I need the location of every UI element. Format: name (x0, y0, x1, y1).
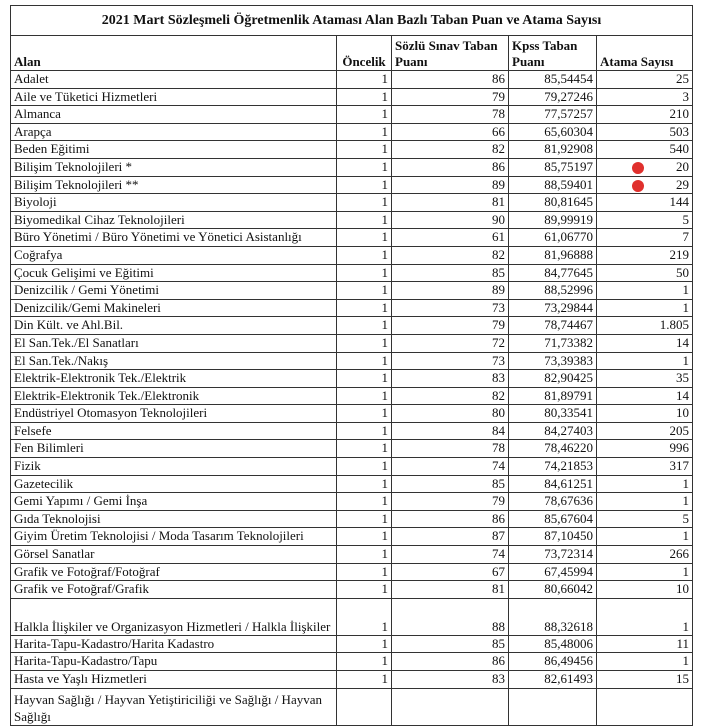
alan-cell: El San.Tek./El Sanatları (11, 334, 337, 352)
sozlu-cell: 84 (392, 422, 509, 440)
atama-cell: 5 (597, 211, 693, 229)
alan-cell: Aile ve Tüketici Hizmetleri (11, 88, 337, 106)
sozlu-cell: 85 (392, 264, 509, 282)
oncelik-cell: 1 (337, 352, 392, 370)
atama-cell: 996 (597, 440, 693, 458)
table-row (11, 264, 693, 282)
table-row (11, 635, 693, 653)
kpss-cell: 84,77645 (509, 264, 597, 282)
sozlu-cell: 66 (392, 123, 509, 141)
kpss-cell: 78,67636 (509, 493, 597, 511)
table-row (11, 246, 693, 264)
sozlu-cell: 78 (392, 106, 509, 124)
alan-cell: Giyim Üretim Teknolojisi / Moda Tasarım Teknolojileri (11, 528, 337, 546)
kpss-cell: 84,61251 (509, 475, 597, 493)
table-row (11, 229, 693, 247)
atama-cell: 10 (597, 405, 693, 423)
atama-cell: 15 (597, 671, 693, 689)
oncelik-cell: 1 (337, 581, 392, 599)
header-atama: Atama Sayısı (597, 36, 693, 71)
table-row (11, 458, 693, 476)
kpss-cell: 80,33541 (509, 405, 597, 423)
kpss-cell: 65,60304 (509, 123, 597, 141)
atama-cell: 503 (597, 123, 693, 141)
table-row (11, 510, 693, 528)
sozlu-cell: 85 (392, 475, 509, 493)
oncelik-cell: 1 (337, 422, 392, 440)
oncelik-cell: 1 (337, 158, 392, 176)
atama-cell: 219 (597, 246, 693, 264)
kpss-cell: 87,10450 (509, 528, 597, 546)
table-row (11, 528, 693, 546)
table-row (11, 299, 693, 317)
atama-cell: 10 (597, 581, 693, 599)
sozlu-cell: 73 (392, 299, 509, 317)
oncelik-cell: 1 (337, 88, 392, 106)
oncelik-cell: 1 (337, 317, 392, 335)
sozlu-cell: 72 (392, 334, 509, 352)
kpss-cell: 79,27246 (509, 88, 597, 106)
kpss-cell: 61,06770 (509, 229, 597, 247)
oncelik-cell: 1 (337, 141, 392, 159)
oncelik-cell: 1 (337, 176, 392, 194)
assignment-table (10, 5, 693, 726)
table-row (11, 282, 693, 300)
kpss-cell: 86,49456 (509, 653, 597, 671)
table-row (11, 475, 693, 493)
kpss-cell (509, 688, 597, 725)
spreadsheet (10, 5, 692, 726)
alan-cell: Biyomedikal Cihaz Teknolojileri (11, 211, 337, 229)
alan-cell: Beden Eğitimi (11, 141, 337, 159)
oncelik-cell: 1 (337, 282, 392, 300)
alan-cell: Hayvan Sağlığı / Hayvan Yetiştiriciliği ve Sağlığı / Hayvan Sağlığı (11, 688, 337, 725)
alan-cell: Elektrik-Elektronik Tek./Elektronik (11, 387, 337, 405)
sozlu-cell: 74 (392, 458, 509, 476)
alan-cell: Grafik ve Fotoğraf/Grafik (11, 581, 337, 599)
table-row (11, 387, 693, 405)
oncelik-cell: 1 (337, 510, 392, 528)
sozlu-cell: 80 (392, 405, 509, 423)
table-row (11, 352, 693, 370)
table-row (11, 598, 693, 635)
table-row (11, 688, 693, 725)
alan-cell: Büro Yönetimi / Büro Yönetimi ve Yönetici Asistanlığı (11, 229, 337, 247)
oncelik-cell: 1 (337, 458, 392, 476)
atama-cell: 25 (597, 71, 693, 89)
sozlu-cell: 86 (392, 653, 509, 671)
kpss-cell: 80,81645 (509, 194, 597, 212)
alan-cell: Bilişim Teknolojileri * (11, 158, 337, 176)
atama-cell: 1 (597, 528, 693, 546)
alan-cell: Elektrik-Elektronik Tek./Elektrik (11, 370, 337, 388)
alan-cell: Halkla İlişkiler ve Organizasyon Hizmetleri / Halkla İlişkiler (11, 598, 337, 635)
table-row (11, 211, 693, 229)
sozlu-cell: 82 (392, 141, 509, 159)
kpss-cell: 73,72314 (509, 546, 597, 564)
oncelik-cell: 1 (337, 387, 392, 405)
atama-cell: 20 (597, 158, 693, 176)
kpss-cell: 73,39383 (509, 352, 597, 370)
table-row (11, 370, 693, 388)
kpss-cell: 80,66042 (509, 581, 597, 599)
table-row (11, 581, 693, 599)
kpss-cell: 73,29844 (509, 299, 597, 317)
atama-cell: 11 (597, 635, 693, 653)
sozlu-cell: 73 (392, 352, 509, 370)
alan-cell: Endüstriyel Otomasyon Teknolojileri (11, 405, 337, 423)
kpss-cell: 78,74467 (509, 317, 597, 335)
oncelik-cell: 1 (337, 563, 392, 581)
oncelik-cell: 1 (337, 405, 392, 423)
alan-cell: Almanca (11, 106, 337, 124)
atama-cell: 3 (597, 88, 693, 106)
alan-cell: Biyoloji (11, 194, 337, 212)
atama-cell: 50 (597, 264, 693, 282)
sozlu-cell: 78 (392, 440, 509, 458)
alan-cell: Harita-Tapu-Kadastro/Harita Kadastro (11, 635, 337, 653)
oncelik-cell (337, 688, 392, 725)
kpss-cell: 85,67604 (509, 510, 597, 528)
kpss-cell: 81,92908 (509, 141, 597, 159)
oncelik-cell: 1 (337, 493, 392, 511)
kpss-cell: 74,21853 (509, 458, 597, 476)
atama-cell: 210 (597, 106, 693, 124)
oncelik-cell: 1 (337, 334, 392, 352)
table-row (11, 422, 693, 440)
alan-cell: Grafik ve Fotoğraf/Fotoğraf (11, 563, 337, 581)
alan-cell: Fizik (11, 458, 337, 476)
kpss-cell: 77,57257 (509, 106, 597, 124)
sozlu-cell: 79 (392, 493, 509, 511)
alan-cell: Felsefe (11, 422, 337, 440)
sozlu-cell: 82 (392, 246, 509, 264)
alan-cell: Bilişim Teknolojileri ** (11, 176, 337, 194)
oncelik-cell: 1 (337, 370, 392, 388)
kpss-cell: 82,61493 (509, 671, 597, 689)
sozlu-cell: 79 (392, 88, 509, 106)
atama-cell: 29 (597, 176, 693, 194)
atama-cell: 1 (597, 352, 693, 370)
alan-cell: Adalet (11, 71, 337, 89)
sozlu-cell: 83 (392, 370, 509, 388)
table-row (11, 653, 693, 671)
header-alan: Alan (11, 36, 337, 71)
sozlu-cell: 61 (392, 229, 509, 247)
header-sozlu: Sözlü Sınav Taban Puanı (392, 36, 509, 71)
oncelik-cell: 1 (337, 194, 392, 212)
table-row (11, 563, 693, 581)
sozlu-cell: 86 (392, 158, 509, 176)
oncelik-cell: 1 (337, 246, 392, 264)
alan-cell: Din Kült. ve Ahl.Bil. (11, 317, 337, 335)
table-row (11, 493, 693, 511)
atama-cell: 1 (597, 282, 693, 300)
atama-cell: 35 (597, 370, 693, 388)
sozlu-cell: 89 (392, 282, 509, 300)
alan-cell: Harita-Tapu-Kadastro/Tapu (11, 653, 337, 671)
sozlu-cell: 87 (392, 528, 509, 546)
atama-cell: 14 (597, 334, 693, 352)
table-row (11, 176, 693, 194)
atama-cell: 1 (597, 563, 693, 581)
atama-cell: 540 (597, 141, 693, 159)
kpss-cell: 67,45994 (509, 563, 597, 581)
table-row (11, 71, 693, 89)
sozlu-cell: 89 (392, 176, 509, 194)
table-title: 2021 Mart Sözleşmeli Öğretmenlik Ataması Alan Bazlı Taban Puan ve Atama Sayısı (11, 6, 693, 36)
atama-cell: 205 (597, 422, 693, 440)
kpss-cell: 81,96888 (509, 246, 597, 264)
sozlu-cell: 83 (392, 671, 509, 689)
header-oncelik: Öncelik (337, 36, 392, 71)
oncelik-cell: 1 (337, 264, 392, 282)
alan-cell: El San.Tek./Nakış (11, 352, 337, 370)
atama-cell: 1.805 (597, 317, 693, 335)
marker-dot (632, 162, 644, 174)
oncelik-cell: 1 (337, 299, 392, 317)
sozlu-cell (392, 688, 509, 725)
kpss-cell: 78,46220 (509, 440, 597, 458)
table-row (11, 88, 693, 106)
sozlu-cell: 81 (392, 581, 509, 599)
kpss-cell: 88,59401 (509, 176, 597, 194)
header-kpss: Kpss Taban Puanı (509, 36, 597, 71)
table-row (11, 106, 693, 124)
kpss-cell: 85,54454 (509, 71, 597, 89)
sozlu-cell: 85 (392, 635, 509, 653)
alan-cell: Denizcilik/Gemi Makineleri (11, 299, 337, 317)
sozlu-cell: 81 (392, 194, 509, 212)
kpss-cell: 85,75197 (509, 158, 597, 176)
atama-cell: 317 (597, 458, 693, 476)
oncelik-cell: 1 (337, 546, 392, 564)
oncelik-cell: 1 (337, 475, 392, 493)
alan-cell: Arapça (11, 123, 337, 141)
atama-cell: 1 (597, 493, 693, 511)
alan-cell: Çocuk Gelişimi ve Eğitimi (11, 264, 337, 282)
atama-cell: 1 (597, 299, 693, 317)
kpss-cell: 88,32618 (509, 598, 597, 635)
alan-cell: Gazetecilik (11, 475, 337, 493)
atama-cell: 7 (597, 229, 693, 247)
sozlu-cell: 82 (392, 387, 509, 405)
header-row (11, 36, 693, 71)
atama-cell: 1 (597, 653, 693, 671)
sozlu-cell: 79 (392, 317, 509, 335)
alan-cell: Denizcilik / Gemi Yönetimi (11, 282, 337, 300)
kpss-cell: 89,99919 (509, 211, 597, 229)
oncelik-cell: 1 (337, 671, 392, 689)
sozlu-cell: 67 (392, 563, 509, 581)
kpss-cell: 88,52996 (509, 282, 597, 300)
kpss-cell: 81,89791 (509, 387, 597, 405)
table-row (11, 334, 693, 352)
table-row (11, 671, 693, 689)
kpss-cell: 84,27403 (509, 422, 597, 440)
oncelik-cell: 1 (337, 106, 392, 124)
atama-cell: 5 (597, 510, 693, 528)
oncelik-cell: 1 (337, 528, 392, 546)
oncelik-cell: 1 (337, 635, 392, 653)
table-row (11, 123, 693, 141)
table-row (11, 141, 693, 159)
table-row (11, 317, 693, 335)
table-row (11, 158, 693, 176)
alan-cell: Gemi Yapımı / Gemi İnşa (11, 493, 337, 511)
oncelik-cell: 1 (337, 71, 392, 89)
sozlu-cell: 74 (392, 546, 509, 564)
oncelik-cell: 1 (337, 598, 392, 635)
kpss-cell: 85,48006 (509, 635, 597, 653)
alan-cell: Görsel Sanatlar (11, 546, 337, 564)
table-row (11, 546, 693, 564)
oncelik-cell: 1 (337, 123, 392, 141)
oncelik-cell: 1 (337, 211, 392, 229)
alan-cell: Gıda Teknolojisi (11, 510, 337, 528)
atama-cell (597, 688, 693, 725)
atama-cell: 266 (597, 546, 693, 564)
table-row (11, 440, 693, 458)
oncelik-cell: 1 (337, 229, 392, 247)
alan-cell: Hasta ve Yaşlı Hizmetleri (11, 671, 337, 689)
sozlu-cell: 90 (392, 211, 509, 229)
atama-cell: 14 (597, 387, 693, 405)
alan-cell: Fen Bilimleri (11, 440, 337, 458)
marker-dot (632, 180, 644, 192)
oncelik-cell: 1 (337, 653, 392, 671)
atama-cell: 1 (597, 475, 693, 493)
table-row (11, 194, 693, 212)
sozlu-cell: 86 (392, 510, 509, 528)
oncelik-cell: 1 (337, 440, 392, 458)
atama-cell: 1 (597, 598, 693, 635)
kpss-cell: 82,90425 (509, 370, 597, 388)
sozlu-cell: 88 (392, 598, 509, 635)
kpss-cell: 71,73382 (509, 334, 597, 352)
sozlu-cell: 86 (392, 71, 509, 89)
alan-cell: Coğrafya (11, 246, 337, 264)
table-row (11, 405, 693, 423)
atama-cell: 144 (597, 194, 693, 212)
